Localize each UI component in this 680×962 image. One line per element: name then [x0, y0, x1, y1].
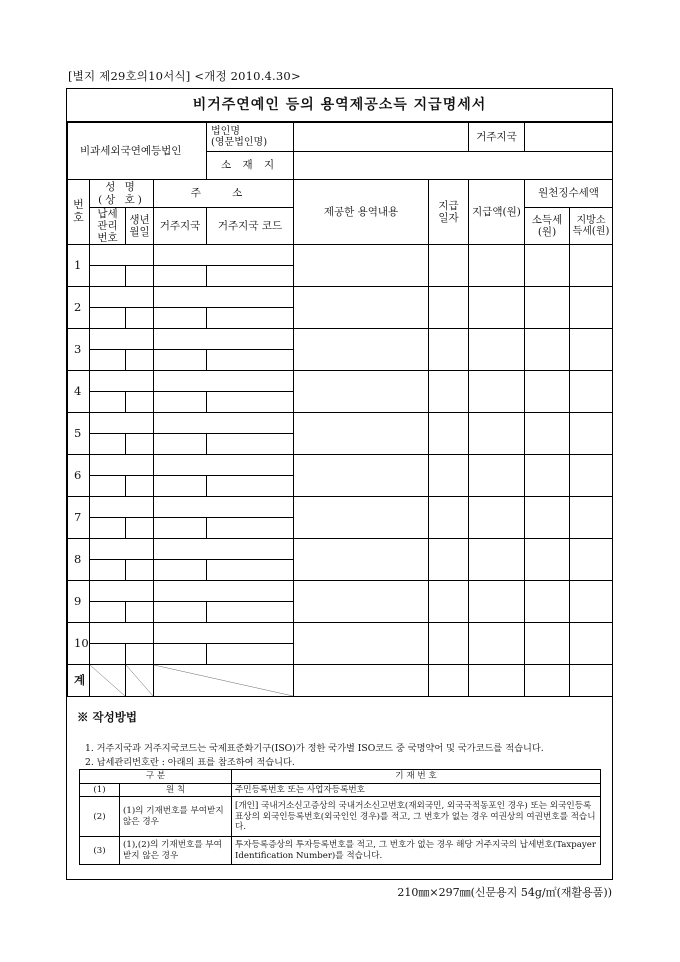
cell-pay-amount[interactable]: [469, 455, 525, 497]
total-label: 계: [68, 665, 90, 697]
guide-header-number: 기 재 번 호: [232, 770, 601, 784]
cell-pay-amount[interactable]: [469, 245, 525, 287]
residence-label: 거주지국: [469, 123, 525, 152]
cell-pay-date[interactable]: [429, 455, 469, 497]
row-number: 4: [68, 371, 90, 413]
row-number: 5: [68, 413, 90, 455]
cell-res-country[interactable]: [154, 350, 207, 371]
instruction-line-2: 2. 납세관리번호란 : 아래의 표를 참조하여 적습니다.: [85, 757, 295, 768]
cell-address[interactable]: [154, 497, 294, 518]
cell-birth[interactable]: [126, 644, 154, 665]
row-number: 8: [68, 539, 90, 581]
col-withholding: 원천징수세액: [525, 180, 613, 208]
col-service: 제공한 용역내용: [294, 180, 429, 245]
col-name: [90, 180, 154, 208]
cell-local-tax[interactable]: [570, 455, 613, 497]
cell-birth[interactable]: [126, 476, 154, 497]
cell-local-tax[interactable]: [570, 497, 613, 539]
cell-tax-id[interactable]: [90, 392, 126, 413]
cell-name[interactable]: [90, 371, 154, 392]
total-diag-2: [126, 665, 154, 697]
cell-name[interactable]: [90, 245, 154, 266]
cell-res-country[interactable]: [154, 392, 207, 413]
cell-income-tax[interactable]: [525, 497, 570, 539]
cell-tax-id[interactable]: [90, 434, 126, 455]
cell-address[interactable]: [154, 329, 294, 350]
row-number: 2: [68, 287, 90, 329]
cell-local-tax[interactable]: [570, 539, 613, 581]
total-local-tax[interactable]: [570, 665, 613, 697]
tax-id-guide-table: [79, 769, 601, 865]
cell-service[interactable]: [294, 413, 429, 455]
cell-pay-date[interactable]: [429, 287, 469, 329]
cell-income-tax[interactable]: [525, 371, 570, 413]
cell-pay-date[interactable]: [429, 581, 469, 623]
corp-label: 비과세외국연예등법인: [68, 123, 207, 180]
table-row: [68, 623, 613, 644]
guide-row-no: (3): [80, 837, 120, 865]
table-row: [68, 329, 613, 350]
cell-res-code[interactable]: [207, 518, 294, 539]
cell-pay-date[interactable]: [429, 245, 469, 287]
guide-row-desc: [개인] 국내거소신고증상의 국내거소신고번호(재외국민, 외국국적동포인 경우) 또는 외국인등록표상의 외국인등록번호(외국인인 경우)를 적고, 그 번호가 없는 경우 여권상의 여권번호를 적습니다.: [232, 797, 601, 837]
cell-tax-id[interactable]: [90, 518, 126, 539]
col-pay-date: 지급일자: [429, 180, 469, 245]
row-number: 7: [68, 497, 90, 539]
col-name-text: 성 명: [105, 181, 138, 194]
table-row: [68, 539, 613, 560]
cell-income-tax[interactable]: [525, 581, 570, 623]
cell-service[interactable]: [294, 539, 429, 581]
cell-address[interactable]: [154, 539, 294, 560]
cell-income-tax[interactable]: [525, 245, 570, 287]
cell-name[interactable]: [90, 287, 154, 308]
cell-tax-id[interactable]: [90, 308, 126, 329]
cell-birth[interactable]: [126, 308, 154, 329]
cell-pay-amount[interactable]: [469, 497, 525, 539]
col-birth: 생년월일: [126, 208, 154, 245]
cell-tax-id[interactable]: [90, 350, 126, 371]
guide-row-case: (1)의 기재번호를 부여받지 않은 경우: [120, 797, 232, 837]
cell-pay-amount[interactable]: [469, 623, 525, 665]
residence-value[interactable]: [525, 123, 613, 152]
cell-res-code[interactable]: [207, 266, 294, 287]
corp-name-value[interactable]: [294, 123, 469, 152]
table-row: [68, 497, 613, 518]
cell-birth[interactable]: [126, 518, 154, 539]
cell-pay-amount[interactable]: [469, 287, 525, 329]
form-frame: [66, 88, 613, 880]
cell-res-country[interactable]: [154, 308, 207, 329]
cell-res-code[interactable]: [207, 434, 294, 455]
row-number: 9: [68, 581, 90, 623]
col-address: 주 소: [154, 180, 294, 208]
cell-pay-amount[interactable]: [469, 413, 525, 455]
cell-service[interactable]: [294, 623, 429, 665]
cell-service[interactable]: [294, 581, 429, 623]
guide-row-no: (2): [80, 797, 120, 837]
col-no: 번호: [68, 180, 90, 245]
guide-row-desc: 투자등록증상의 투자등록번호를 적고, 그 번호가 없는 경우 해당 거주지국의 납세번호(Taxpayer Identification Number)를 적습니다.: [232, 837, 601, 865]
cell-name[interactable]: [90, 455, 154, 476]
total-diag-1: [90, 665, 126, 697]
corp-name-label: [207, 123, 294, 152]
cell-res-code[interactable]: [207, 476, 294, 497]
cell-birth[interactable]: [126, 266, 154, 287]
cell-res-code[interactable]: [207, 602, 294, 623]
cell-name[interactable]: [90, 497, 154, 518]
cell-pay-date[interactable]: [429, 539, 469, 581]
row-number: 1: [68, 245, 90, 287]
col-local-tax: 지방소득세(원): [570, 208, 613, 245]
cell-res-country[interactable]: [154, 518, 207, 539]
total-diag-3: [154, 665, 294, 697]
cell-birth[interactable]: [126, 560, 154, 581]
table-row: [68, 455, 613, 476]
address-value[interactable]: [294, 152, 613, 180]
row-number: 10: [68, 623, 90, 665]
cell-local-tax[interactable]: [570, 287, 613, 329]
cell-birth[interactable]: [126, 434, 154, 455]
cell-pay-date[interactable]: [429, 329, 469, 371]
row-number: 6: [68, 455, 90, 497]
total-amount[interactable]: [469, 665, 525, 697]
guide-row-case: (1),(2)의 기재번호를 부여받지 않은 경우: [120, 837, 232, 865]
cell-income-tax[interactable]: [525, 413, 570, 455]
instruction-line-1: 1. 거주지국과 거주지국코드는 국제표준화기구(ISO)가 정한 국가별 ISO코드 중 국명약어 및 국가코드를 적습니다.: [85, 743, 544, 754]
cell-pay-amount[interactable]: [469, 539, 525, 581]
cell-res-code[interactable]: [207, 350, 294, 371]
cell-name[interactable]: [90, 539, 154, 560]
table-row: [68, 581, 613, 602]
instructions-title: ※ 작성방법: [77, 710, 137, 724]
row-number: 3: [68, 329, 90, 371]
cell-tax-id[interactable]: [90, 476, 126, 497]
total-date: [429, 665, 469, 697]
cell-income-tax[interactable]: [525, 455, 570, 497]
col-income-tax: 소득세(원): [525, 208, 570, 245]
cell-income-tax[interactable]: [525, 287, 570, 329]
cell-name[interactable]: [90, 413, 154, 434]
cell-res-country[interactable]: [154, 560, 207, 581]
cell-res-code[interactable]: [207, 308, 294, 329]
cell-local-tax[interactable]: [570, 371, 613, 413]
table-row: [68, 371, 613, 392]
cell-birth[interactable]: [126, 350, 154, 371]
cell-birth[interactable]: [126, 602, 154, 623]
corp-name-sub: (영문법인명): [211, 137, 268, 148]
cell-service[interactable]: [294, 497, 429, 539]
cell-service[interactable]: [294, 245, 429, 287]
guide-header-category: 구 분: [80, 770, 232, 784]
paper-spec-footer: 210㎜×297㎜(신문용지 54g/㎡(재활용품)): [397, 886, 612, 899]
cell-address[interactable]: [154, 455, 294, 476]
table-row: [68, 245, 613, 266]
cell-res-country[interactable]: [154, 476, 207, 497]
guide-row-no: (1): [80, 783, 120, 797]
cell-service[interactable]: [294, 455, 429, 497]
cell-tax-id[interactable]: [90, 644, 126, 665]
cell-address[interactable]: [154, 581, 294, 602]
corp-name-text: 법인명: [211, 125, 240, 137]
cell-pay-date[interactable]: [429, 497, 469, 539]
cell-service[interactable]: [294, 371, 429, 413]
guide-row-desc: 주민등록번호 또는 사업자등록번호: [232, 783, 601, 797]
cell-pay-date[interactable]: [429, 623, 469, 665]
cell-service[interactable]: [294, 329, 429, 371]
col-res-country: 거주지국: [154, 208, 207, 245]
col-res-code: 거주지국 코드: [207, 208, 294, 245]
cell-address[interactable]: [154, 245, 294, 266]
cell-address[interactable]: [154, 371, 294, 392]
table-row: [68, 287, 613, 308]
cell-pay-amount[interactable]: [469, 329, 525, 371]
cell-pay-amount[interactable]: [469, 371, 525, 413]
cell-res-country[interactable]: [154, 266, 207, 287]
cell-birth[interactable]: [126, 392, 154, 413]
cell-tax-id[interactable]: [90, 602, 126, 623]
guide-row-case: 원 칙: [120, 783, 232, 797]
total-service: [294, 665, 429, 697]
cell-tax-id[interactable]: [90, 560, 126, 581]
col-name-sub: (상 호): [98, 193, 145, 206]
cell-res-code[interactable]: [207, 560, 294, 581]
cell-local-tax[interactable]: [570, 623, 613, 665]
cell-res-country[interactable]: [154, 644, 207, 665]
cell-local-tax[interactable]: [570, 329, 613, 371]
address-label: 소 재 지: [207, 152, 294, 180]
cell-local-tax[interactable]: [570, 581, 613, 623]
form-number-note: [별지 제29호의10서식] <개정 2010.4.30>: [68, 69, 301, 83]
cell-name[interactable]: [90, 581, 154, 602]
cell-income-tax[interactable]: [525, 329, 570, 371]
cell-pay-date[interactable]: [429, 371, 469, 413]
total-income-tax[interactable]: [525, 665, 570, 697]
cell-res-country[interactable]: [154, 602, 207, 623]
cell-name[interactable]: [90, 623, 154, 644]
form-title: 비거주연예인 등의 용역제공소득 지급명세서: [67, 89, 612, 122]
cell-local-tax[interactable]: [570, 413, 613, 455]
cell-service[interactable]: [294, 287, 429, 329]
cell-res-code[interactable]: [207, 644, 294, 665]
cell-res-code[interactable]: [207, 392, 294, 413]
cell-pay-amount[interactable]: [469, 581, 525, 623]
table-row: [68, 413, 613, 434]
cell-name[interactable]: [90, 329, 154, 350]
cell-tax-id[interactable]: [90, 266, 126, 287]
cell-address[interactable]: [154, 287, 294, 308]
cell-address[interactable]: [154, 413, 294, 434]
cell-local-tax[interactable]: [570, 245, 613, 287]
cell-income-tax[interactable]: [525, 539, 570, 581]
cell-income-tax[interactable]: [525, 623, 570, 665]
col-tax-id: 납세관리번호: [90, 208, 126, 245]
cell-address[interactable]: [154, 623, 294, 644]
col-pay-amount: 지급액(원): [469, 180, 525, 245]
cell-res-country[interactable]: [154, 434, 207, 455]
cell-pay-date[interactable]: [429, 413, 469, 455]
payment-statement-table: [67, 122, 613, 697]
